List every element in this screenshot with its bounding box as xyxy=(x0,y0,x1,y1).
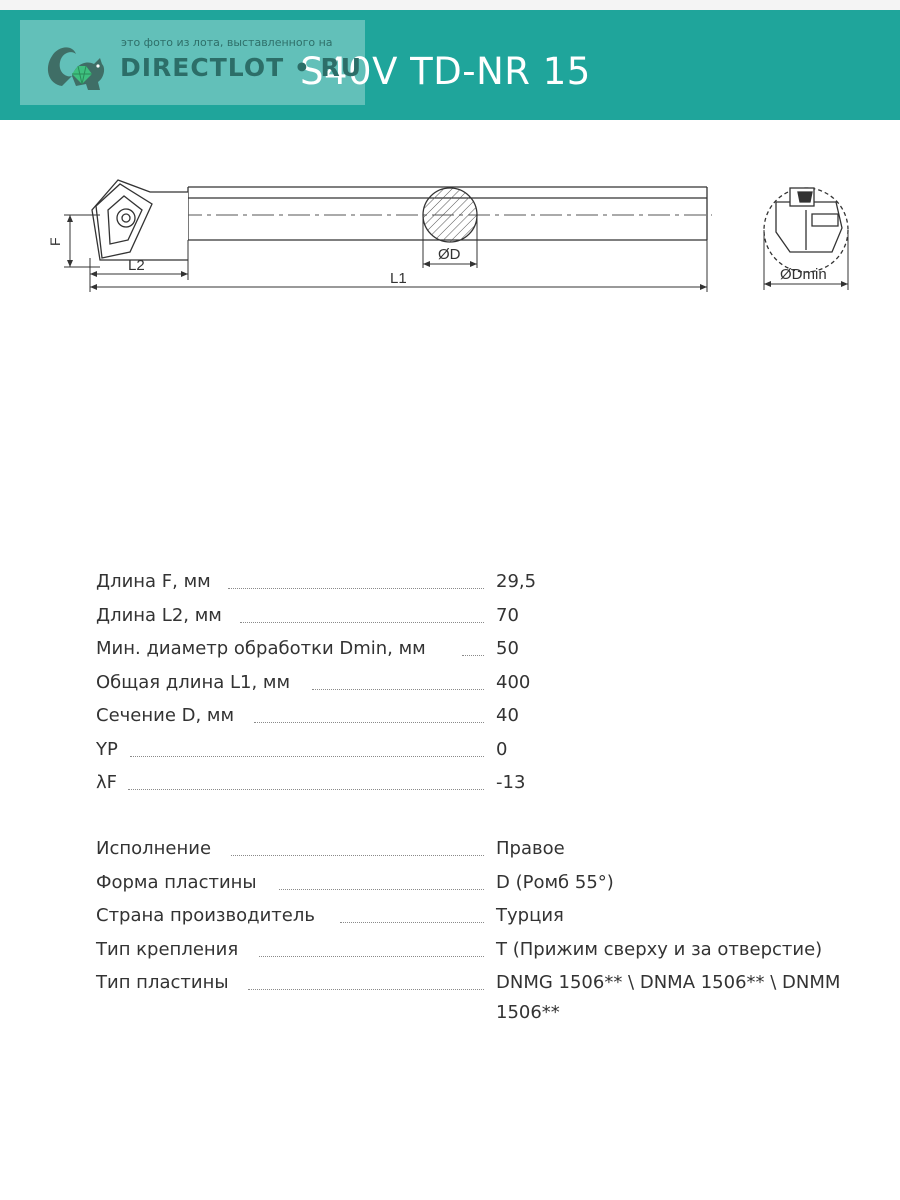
spec-value: T (Прижим сверху и за отверстие) xyxy=(496,938,823,960)
end-view xyxy=(764,188,848,272)
dot-leader xyxy=(254,722,484,723)
watermark-brand: DIRECTLOT • RU xyxy=(120,53,363,82)
dot-leader xyxy=(130,756,484,757)
spec-value: D (Ромб 55°) xyxy=(496,871,614,893)
spec-value: 70 xyxy=(496,604,519,626)
spec-label: Исполнение xyxy=(96,838,217,859)
spec-row xyxy=(96,739,886,773)
spec-row xyxy=(96,605,886,639)
spec-row xyxy=(96,838,886,872)
label-dmin: ØDmin xyxy=(780,266,827,283)
spec-label: Тип крепления xyxy=(96,939,244,960)
dot-leader xyxy=(231,855,484,856)
label-f: F xyxy=(47,237,63,246)
spec-row xyxy=(96,872,886,906)
spec-row xyxy=(96,939,886,973)
spec-value: Правое xyxy=(496,838,565,859)
spec-value: 40 xyxy=(496,705,519,726)
label-d: ØD xyxy=(438,246,461,263)
label-l2: L2 xyxy=(128,257,145,274)
dot-leader xyxy=(312,689,484,690)
spec-value: Турция xyxy=(496,905,564,926)
spec-value: 0 xyxy=(496,738,508,760)
spec-value: -13 xyxy=(496,772,526,793)
spec-row xyxy=(96,905,886,939)
dot-leader xyxy=(259,956,484,957)
dot-leader xyxy=(128,789,484,790)
spec-label: Сечение D, мм xyxy=(96,705,240,726)
spec-label: Длина F, мм xyxy=(96,571,217,592)
spec-label: Страна производитель xyxy=(96,905,321,926)
spec-row xyxy=(96,772,886,806)
spec-value: 29,5 xyxy=(496,571,537,592)
dot-leader xyxy=(248,989,484,990)
spec-value: 50 xyxy=(496,638,519,659)
dot-leader xyxy=(228,588,484,589)
dot-leader xyxy=(240,622,484,623)
watermark-caption: это фото из лота, выставленного на xyxy=(121,36,333,49)
watermark xyxy=(20,20,365,105)
spec-row xyxy=(96,705,886,739)
spec-label: YP xyxy=(96,739,124,760)
label-l1: L1 xyxy=(390,270,407,287)
dot-leader xyxy=(462,655,484,656)
product-title: S40V TD-NR 15 xyxy=(300,50,591,93)
spec-label: λF xyxy=(96,772,123,793)
spec-label: Длина L2, мм xyxy=(96,605,228,626)
spec-label: Мин. диаметр обработки Dmin, мм xyxy=(96,638,432,659)
spec-label: Форма пластины xyxy=(96,872,263,893)
spec-row xyxy=(96,972,886,1023)
specs-group-dimensions xyxy=(96,571,886,806)
spec-value: 400 xyxy=(496,671,531,693)
top-strip xyxy=(0,0,900,10)
section-d-circle xyxy=(423,188,477,242)
dot-leader xyxy=(340,922,484,923)
spec-row xyxy=(96,672,886,706)
squirrel-logo-icon xyxy=(42,34,112,94)
spec-row xyxy=(96,571,886,605)
tool-head xyxy=(92,180,188,260)
spec-label: Тип пластины xyxy=(96,972,235,993)
dot-leader xyxy=(279,889,484,890)
tool-drawing xyxy=(0,140,900,300)
spec-row xyxy=(96,638,886,672)
spec-label: Общая длина L1, мм xyxy=(96,672,296,693)
specs-group-properties xyxy=(96,838,886,1023)
spec-value: DNMG 1506** \ DNMA 1506** \ DNMM 1506** xyxy=(496,972,841,1023)
